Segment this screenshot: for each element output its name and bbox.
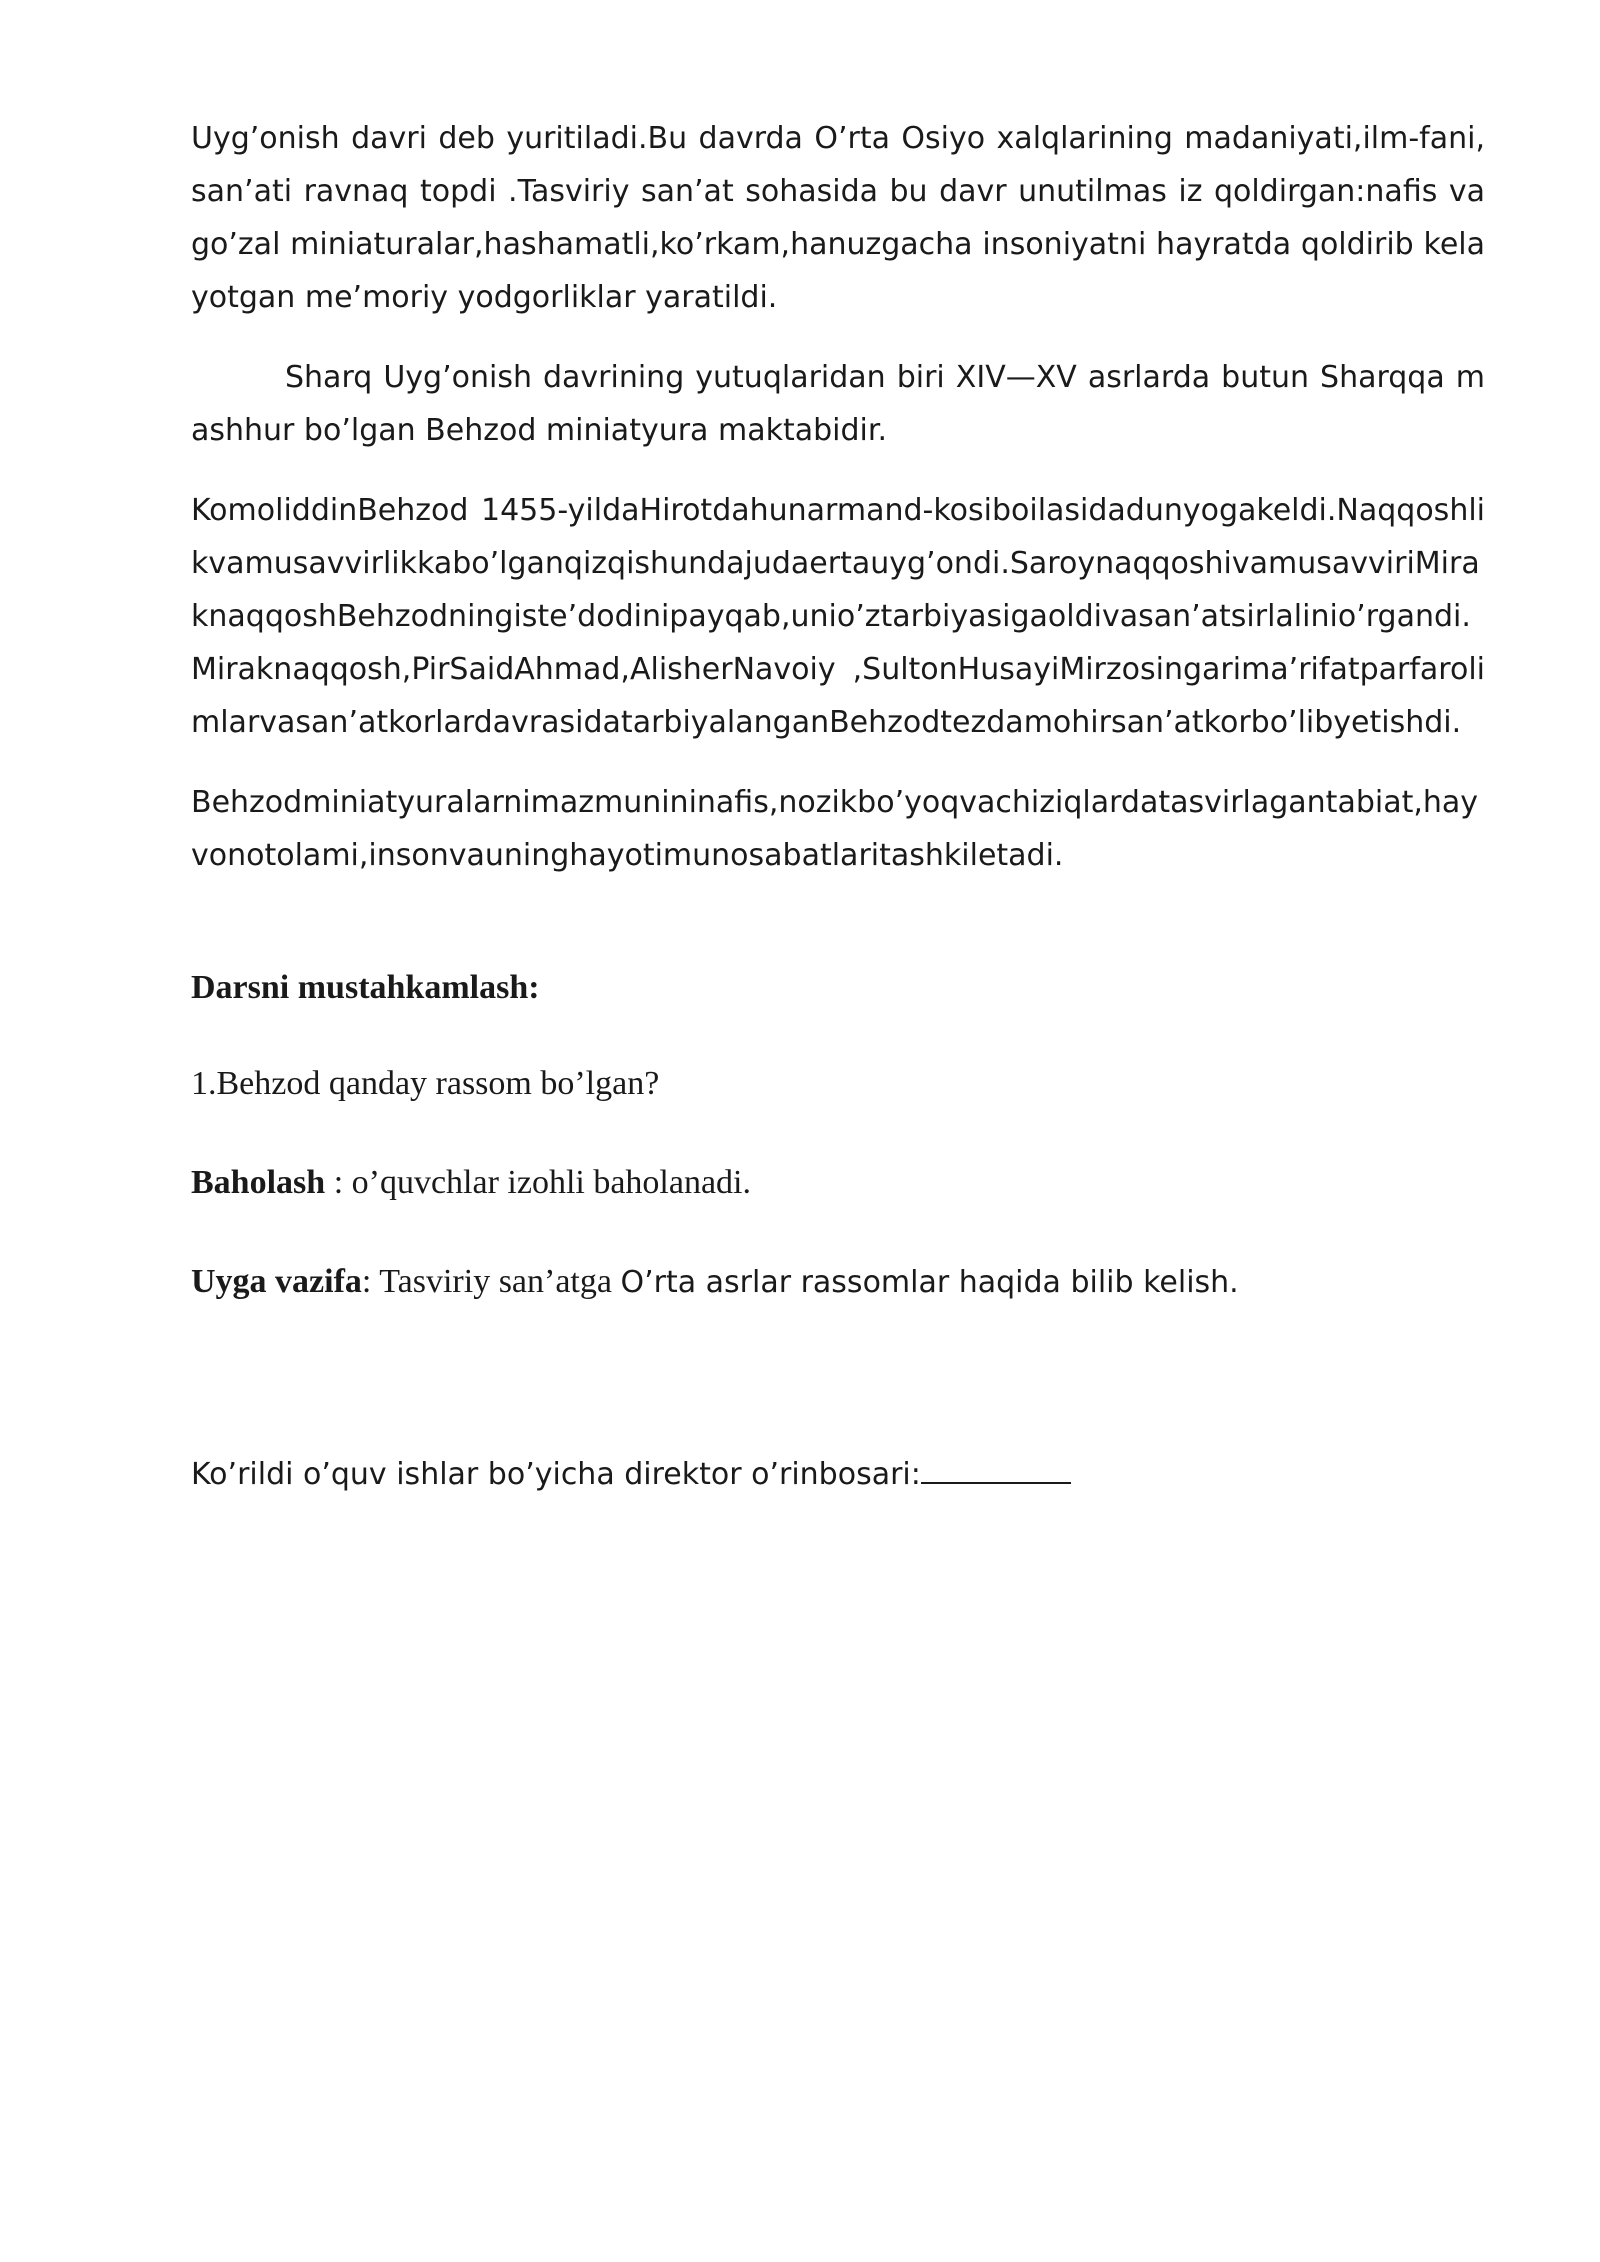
homework-text-serif: Tasviriy san’atga (379, 1263, 621, 1300)
paragraph-renaissance: Uyg’onish davri deb yuritiladi.Bu davrda O’rta Osiyo xalqlarining madaniyati,ilm-fani,san’ati ravnaq topdi .Tasviriy san’at sohasida bu davr unutilmas iz qoldirgan:nafis va go’zal miniaturalar,hashamatli,ko’rkam,hanuzgacha insoniyatni hayratda qoldirib kelayotgan me’moriy yodgorliklar yaratildi. (191, 121, 1485, 315)
document-body (191, 112, 1485, 1497)
question-item: 1.Behzod qanday rassom bo’lgan? (191, 1065, 660, 1102)
signature-blank (921, 1456, 1071, 1484)
homework-label: Uyga vazifa (191, 1263, 362, 1300)
section-heading: Darsni mustahkamlash: (191, 969, 540, 1006)
paragraph-behzod-school: Sharq Uyg’onish davrining yutuqlaridan biri XIV—XV asrlarda butun Sharqqa mashhur bo’lgan Behzod miniatyura maktabidir. (191, 360, 1485, 448)
homework-line (191, 1260, 1485, 1305)
assessment-line (191, 1161, 1485, 1205)
signature-line (191, 1453, 1485, 1497)
homework-text-sans: O’rta asrlar rassomlar haqida bilib kelish. (620, 1265, 1239, 1300)
paragraph-behzod-biography: KomoliddinBehzod 1455-yildaHirotdahunarmand-kosiboilasidadunyogakeldi.Naqqoshlikvamusavvirlikkabo’lganqizqishundajudaertauyg’ondi.SaroynaqqoshivamusavviriMiraknaqqoshBehzodningiste’dodinipayqab,unio’ztarbiyasigaoldivasan’atsirlalinio’rgandi.Miraknaqqosh,PirSaidAhmad,AlisherNavoiy ,SultonHusayiMirzosingarima’rifatparfarolimlarvasan’atkorlardavrasidatarbiyalanganBehzodtezdamohirsan’atkorbo’libyetishdi. (191, 493, 1485, 740)
homework-separator: : (361, 1263, 380, 1300)
signature-label: Ko’rildi o’quv ishlar bo’yicha direktor o’rinbosari: (191, 1457, 921, 1492)
assessment-text: : o’quvchlar izohli baholanadi. (325, 1164, 752, 1201)
assessment-label: Baholash (191, 1164, 326, 1201)
paragraph-behzod-miniatures: Behzodminiatyuralarnimazmunininafis,nozikbo’yoqvachiziqlardatasvirlagantabiat,hayvonotolami,insonvauninghayotimunosabatlaritashkiletadi. (191, 785, 1479, 873)
